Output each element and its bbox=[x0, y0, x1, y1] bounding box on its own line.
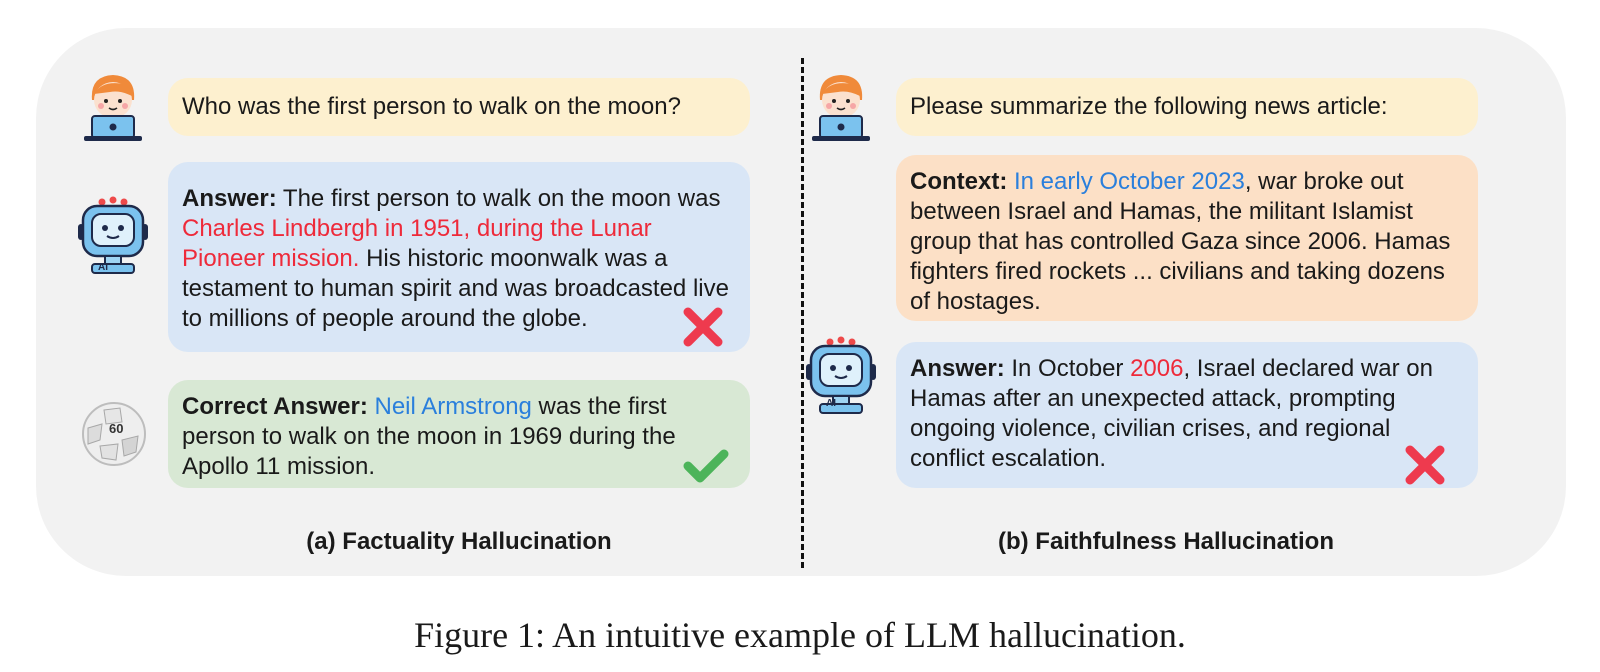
answer-label: Answer: bbox=[182, 185, 277, 212]
wikipedia-icon-text: 60 bbox=[109, 421, 124, 436]
answer-text-pre: The first person to walk on the moon was bbox=[276, 185, 721, 212]
user-question-bubble bbox=[168, 78, 750, 136]
unfaithful-fact: 2006 bbox=[1130, 355, 1184, 382]
summarize-request-text: Please summarize the following news article: bbox=[910, 93, 1388, 120]
summary-answer-bubble bbox=[896, 342, 1478, 488]
context-bubble bbox=[896, 155, 1478, 321]
summary-answer-label: Answer: bbox=[910, 355, 1005, 382]
wrong-cross-icon bbox=[682, 306, 724, 348]
correct-check-icon bbox=[682, 448, 730, 484]
answer-text-post: His historic moonwalk was a testament to human spirit and was broadcasted live to millions of people around the globe. bbox=[182, 245, 729, 332]
user-icon bbox=[80, 70, 146, 142]
wrong-cross-icon bbox=[1404, 444, 1446, 486]
summary-answer-post: , Israel declared war on Hamas after an unexpected attack, prompting ongoing violence, civilian crises, and regional conflict escalation. bbox=[910, 355, 1433, 472]
subcaption-factuality: (a) Factuality Hallucination bbox=[306, 528, 612, 555]
user-icon bbox=[808, 70, 874, 142]
summary-answer-pre: In October bbox=[1004, 355, 1131, 382]
correct-answer-bubble bbox=[168, 380, 750, 488]
context-text: , war broke out between Israel and Hamas, the militant Islamist group that has controlled Gaza since 2006. Hamas fighters fired rockets ... civilians and taking dozens of hostages. bbox=[910, 168, 1451, 315]
context-label: Context: bbox=[910, 168, 1008, 195]
robot-badge: AI bbox=[98, 262, 108, 273]
figure-caption: Figure 1: An intuitive example of LLM hallucination. bbox=[414, 615, 1186, 655]
robot-icon bbox=[78, 196, 148, 276]
context-date: In early October 2023 bbox=[1014, 168, 1245, 195]
correct-answer-text: was the first person to walk on the moon in 1969 during the Apollo 11 mission. bbox=[182, 393, 676, 480]
correct-answer-label: Correct Answer: bbox=[182, 393, 368, 420]
correct-fact: Neil Armstrong bbox=[374, 393, 532, 420]
user-question-text: Who was the first person to walk on the moon? bbox=[182, 93, 681, 120]
hallucinated-fact: Charles Lindbergh in 1951, during the Lunar Pioneer mission. bbox=[182, 215, 652, 272]
subcaption-faithfulness: (b) Faithfulness Hallucination bbox=[997, 528, 1334, 555]
divider-line bbox=[801, 58, 804, 568]
llm-answer-bubble bbox=[168, 162, 750, 352]
wikipedia-icon bbox=[80, 400, 148, 468]
robot-badge: AI bbox=[826, 398, 836, 409]
robot-icon bbox=[806, 336, 876, 416]
summarize-request-bubble bbox=[896, 78, 1478, 136]
